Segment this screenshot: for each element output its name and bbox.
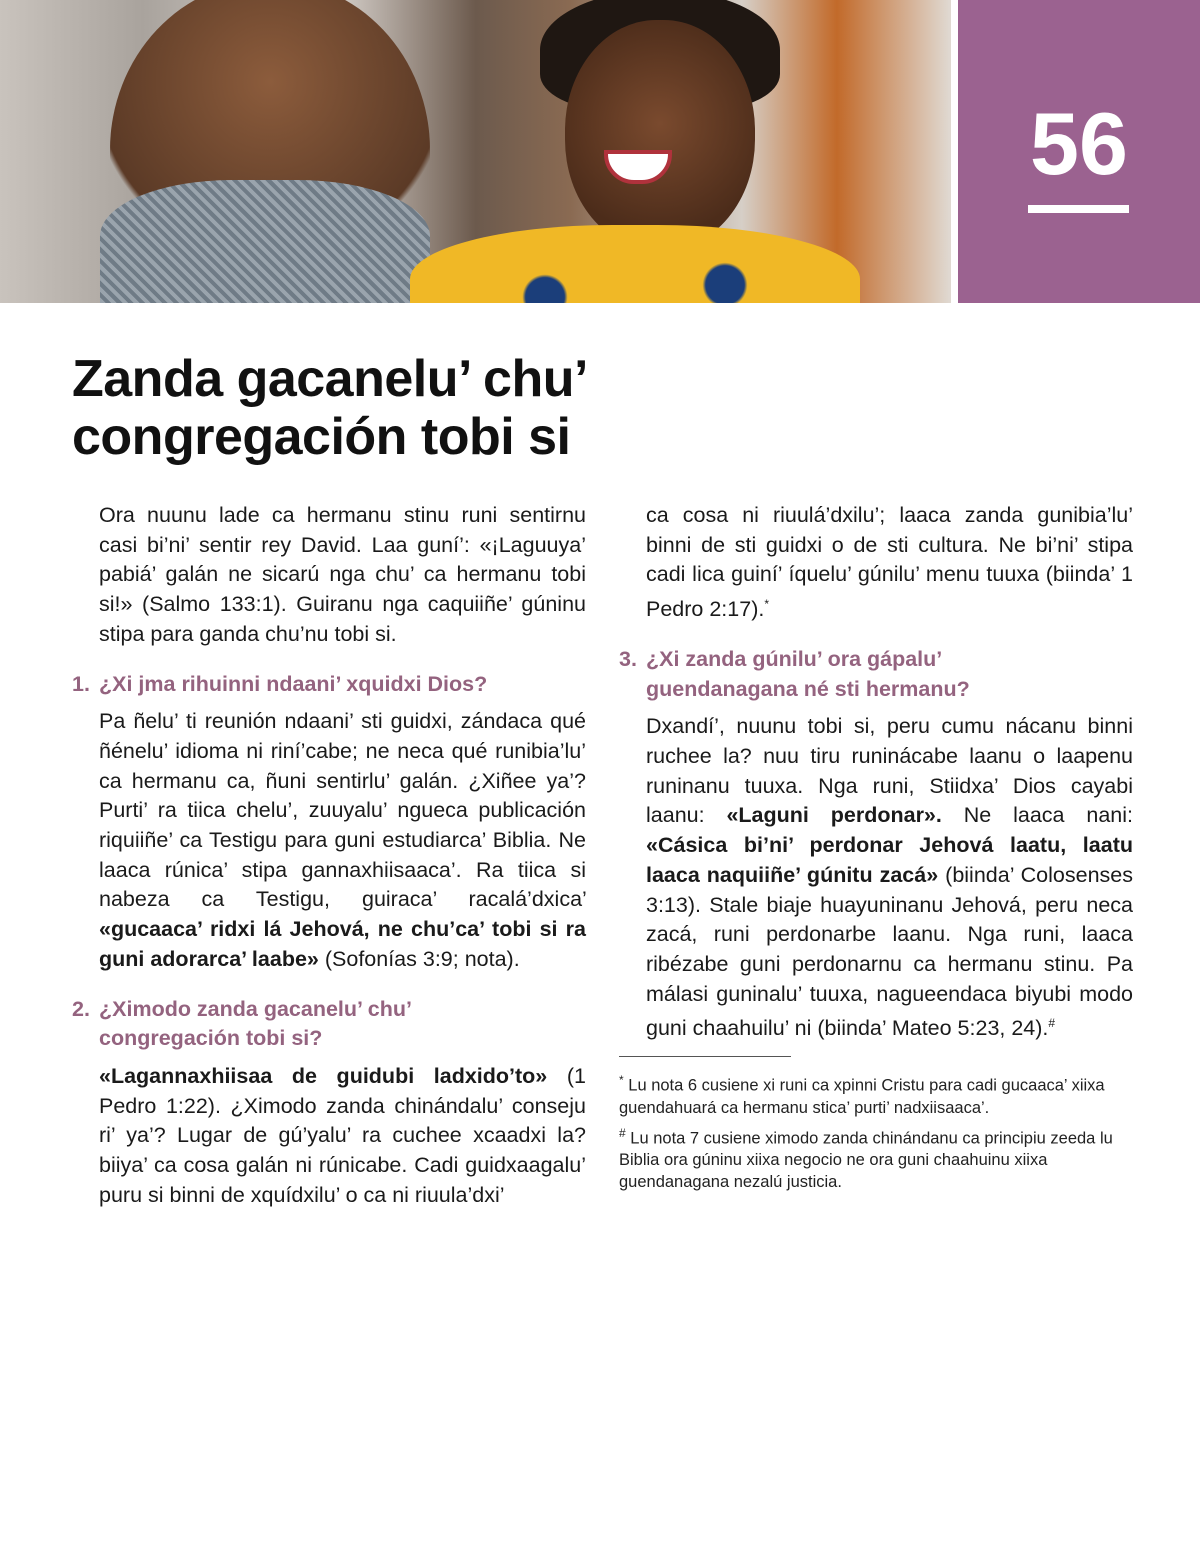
section-2-paragraph-continued [646,501,1133,625]
photo-person-dress [410,225,860,303]
section-2-heading [72,995,586,1054]
section-3-paragraph [646,712,1133,1044]
footnote [619,1122,1133,1194]
section-question: ¿Xi jma rihuinni ndaani’ xquidxi Dios? [99,671,488,696]
section-2-paragraph [99,1062,586,1211]
left-column [72,501,586,1210]
section-number: 3. [619,646,637,671]
section-1-heading [72,670,586,700]
scripture-quote: «Laguni perdonar». [726,803,942,828]
photo-person-left-shirt [100,180,430,303]
footnote-marker[interactable]: * [764,597,769,612]
footnote-divider [619,1056,791,1057]
footnote-mark: # [619,1125,626,1140]
section-question: ¿Xi zanda gúnilu’ ora gápalu’ guendanagana né sti hermanu? [646,646,970,701]
footnote-text: Lu nota 7 cusiene ximodo zanda chinándanu ca principiu zeeda lu Biblia ora gúninu xiixa negocio ne ora guni chaahuinu xiixa guendanagana nezalú justicia. [619,1129,1113,1192]
header-photo [0,0,951,303]
text: Pa ñelu’ ti reunión ndaani’ sti guidxi, zándaca qué ñénelu’ idioma ni riní’cabe; ne neca qué runibia’lu’ ca hermanu ca, ñuni sentirlu’ galán. ¿Xiñee ya’? Purti’ ra tiica chelu’, zuuyalu’ ngueca publicación riquiiñe’ ca Testigu para guni estudiarca’ Biblia. Ne laaca rúnica’ stipa gannaxhiisaaca’. Ra tiica si nabeza ca Testigu, guiraca’ racalá’dxica’ [99,709,586,912]
footnote-mark: * [619,1073,624,1088]
text: (1 Pedro 1:22). ¿Ximodo zanda chinándalu’ conseju ri’ ya’? Lugar de gú’yalu’ ra cuchee xcaadxi la? biiya’ ca cosa galán ni rúnicabe. Cadi guidxaagalu’ puru si binni de xquídxilu’ o ca ni riuula’dxi’ [99,1063,586,1207]
page-title: Zanda gacanelu’ chu’ congregación tobi si [72,350,586,466]
section-number: 1. [72,671,90,696]
lesson-number-underline [1028,205,1129,213]
section-3-heading [619,645,1133,704]
section-1-paragraph [99,707,586,974]
lesson-number-box [958,0,1200,303]
intro-paragraph: Ora nuunu lade ca hermanu stinu runi sentirnu casi bi’ni’ sentir rey David. Laa guní’: «¡Laguuya’ pabiá’ galán ne sicarú nga chu’ ca hermanu tobi si!» (Salmo 133:1). Guiranu nga caquiiñe’ gúninu stipa para ganda chu’nu tobi si. [99,503,586,646]
scripture-reference: (Sofonías 3:9; nota). [324,946,520,971]
photo-person-smiling [565,20,755,250]
text: ca cosa ni riuulá’dxilu’; laaca zanda gunibia’lu’ binni de sti guidxi o de sti cultura. Ne bi’ni’ stipa cadi lica guiní’ íquelu’ gúnilu’ menu tuuxa (biinda’ 1 Pedro 2:17). [646,503,1133,622]
section-number: 2. [72,996,90,1021]
scripture-quote: «Lagannaxhiisaa de guidubi ladxido’to» [99,1063,548,1088]
footnote [619,1069,1133,1119]
footnote-marker[interactable]: # [1048,1016,1056,1031]
text: Ne laaca nani: [963,803,1133,828]
right-column [619,501,1133,1196]
footnote-text: Lu nota 6 cusiene xi runi ca xpinni Cristu para cadi gucaaca’ xiixa guendahuará ca hermanu stica’ purti’ nadxiisaaca’. [619,1076,1105,1117]
lesson-number: 56 [1030,94,1128,193]
text: (biinda’ Colosenses 3:13). Stale biaje huayuninanu Jehová, peru neca zacá, runi perdonarbe laanu. Nga runi, laaca ribézabe guni perdonarnu ca hermanu stinu. Pa málasi guninalu’ tuuxa, nagueendaca biyubi modo guni chaahuilu’ ni (biinda’ Mateo 5:23, 24). [646,862,1133,1041]
scripture-quote: «gucaaca’ ridxi lá Jehová, ne chu’ca’ tobi si ra guni adorarca’ laabe» [99,917,586,971]
text: Dxandí’, nuunu tobi si, peru cumu nácanu binni ruchee la? nuu tiru runinácabe laanu o laapenu runinanu tuuxa. Nga runi, Stiidxa’ Dios cayabi laanu: [646,714,1133,828]
scripture-quote: «Cásica bi’ni’ perdonar Jehová laatu, laatu laaca naquiiñe’ gúnitu zacá» [646,833,1133,887]
section-question: ¿Ximodo zanda gacanelu’ chu’ congregación tobi si? [99,996,411,1051]
